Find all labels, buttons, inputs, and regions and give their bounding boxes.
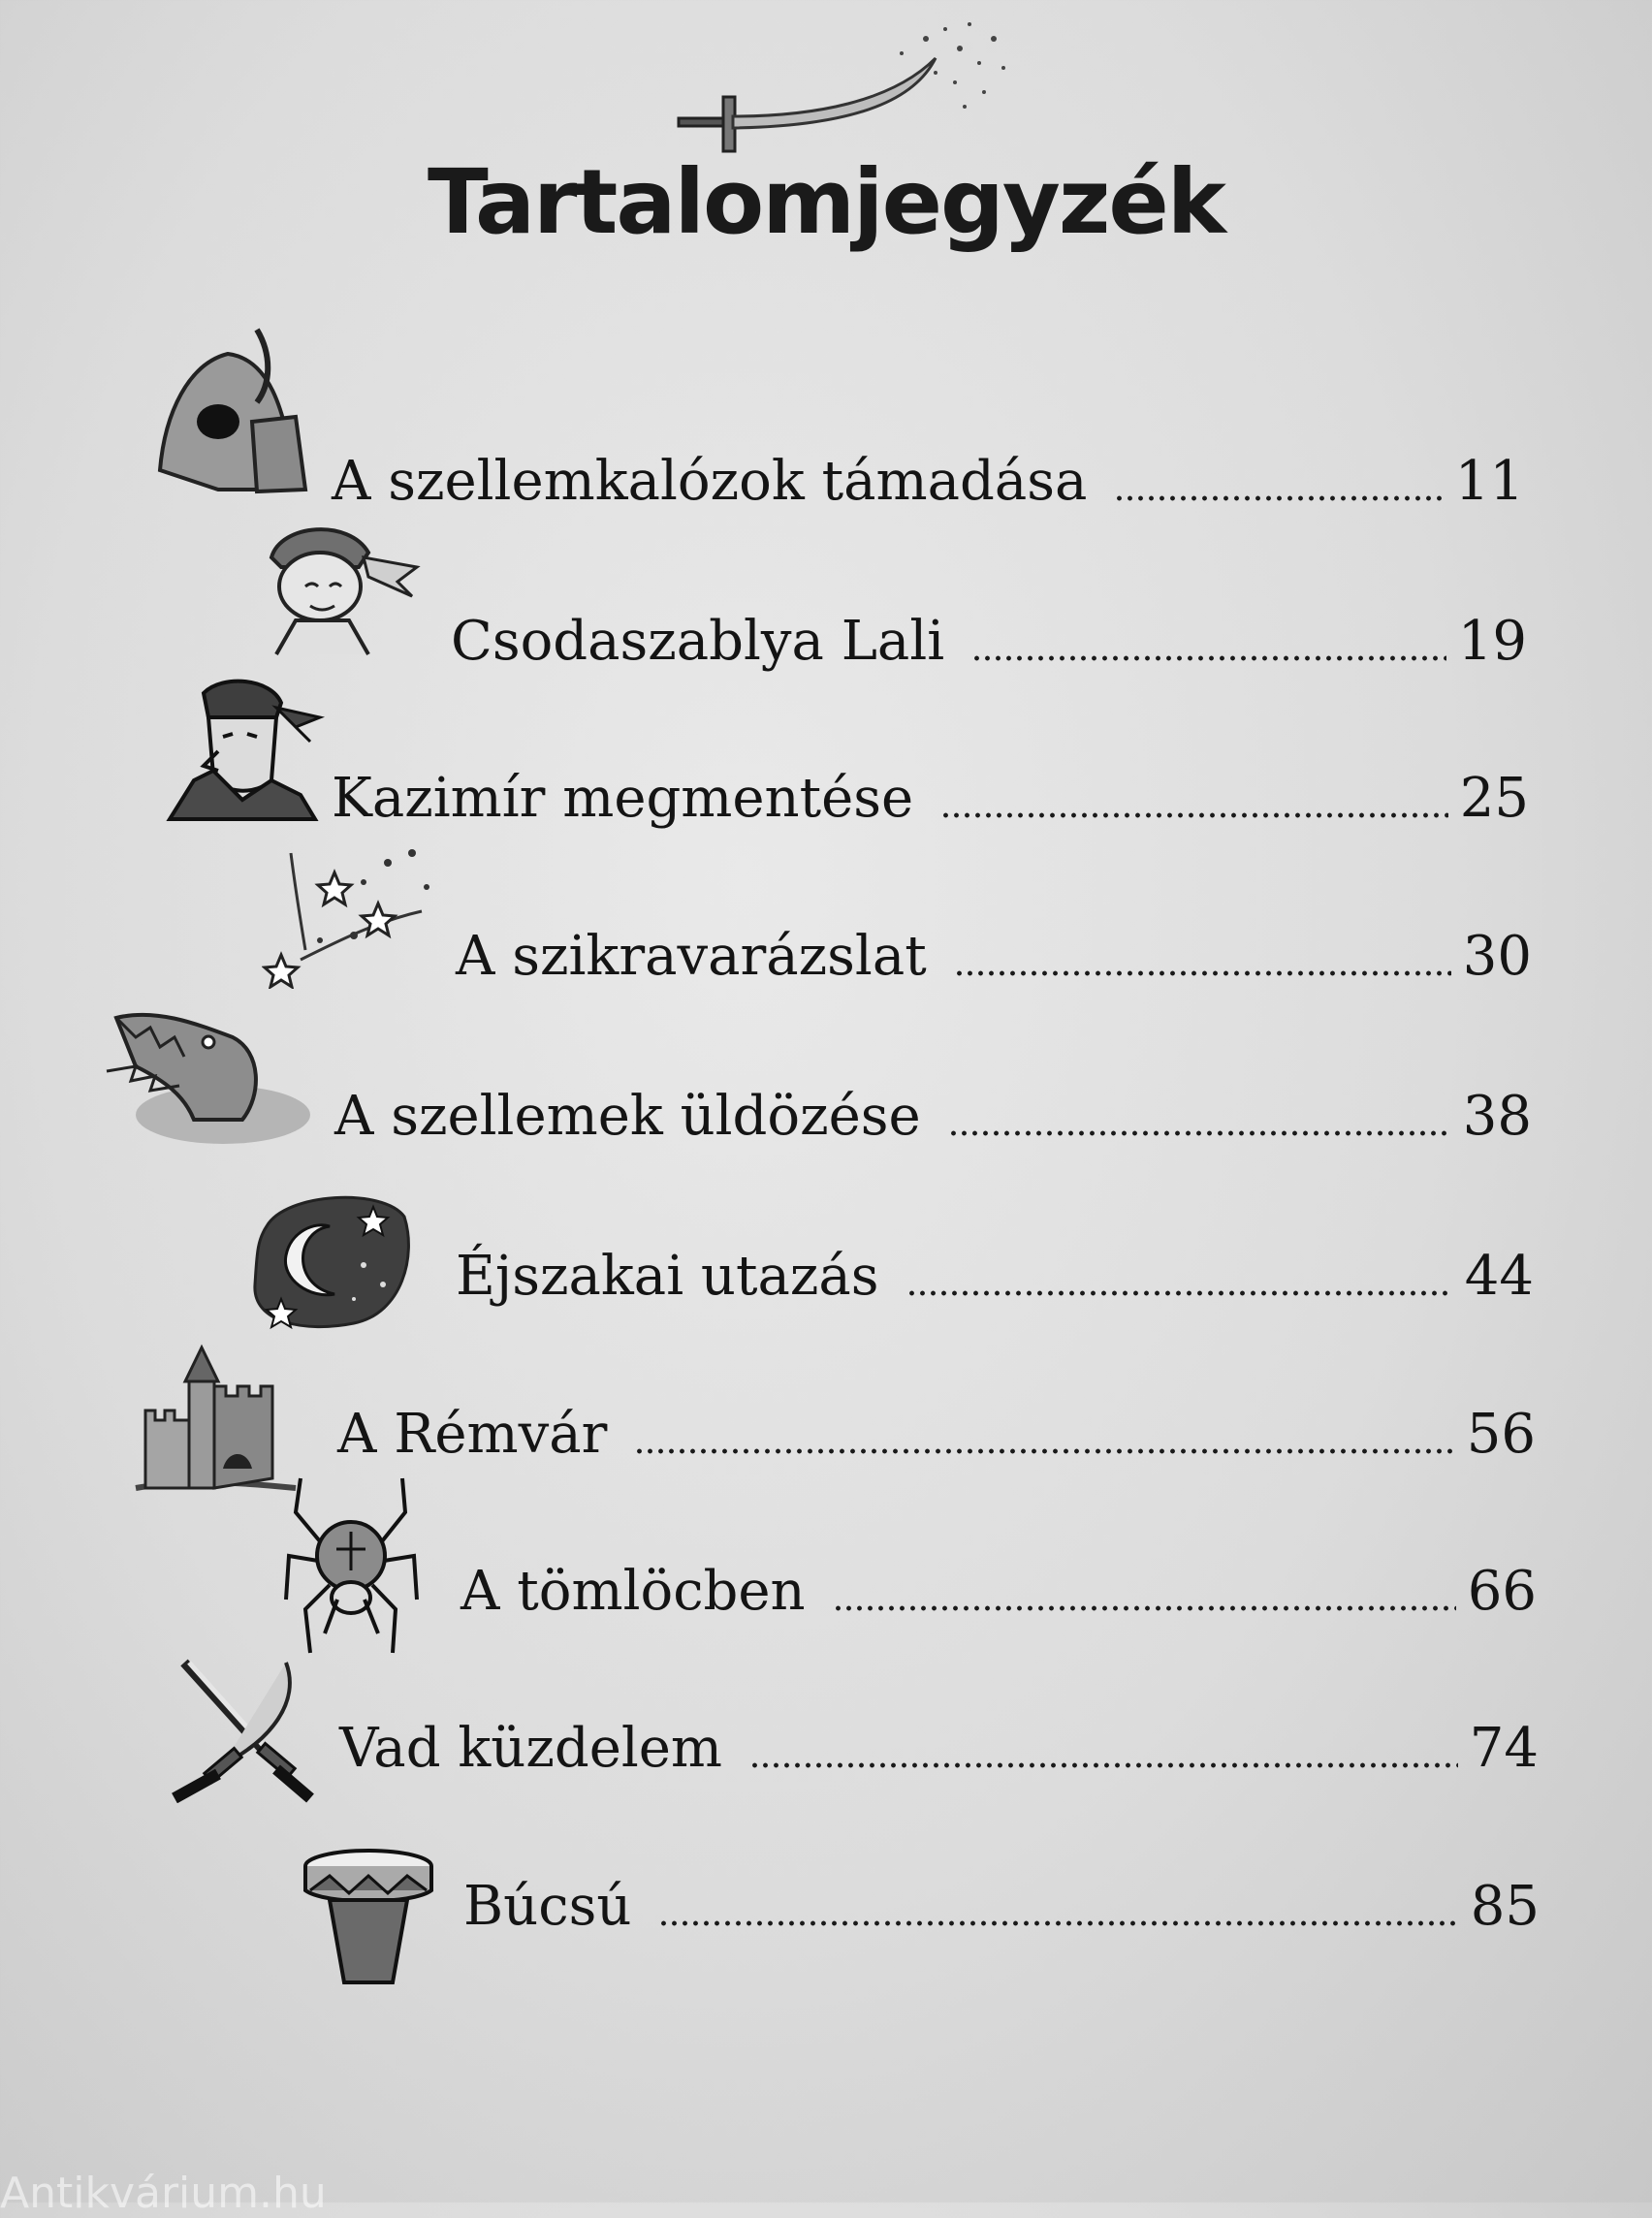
toc-entry xyxy=(456,1226,1534,1308)
toc-entry-page: 30 xyxy=(1462,925,1532,988)
dot-leader xyxy=(658,1920,1458,1926)
toc-entry-title: Kazimír megmentése xyxy=(332,767,914,830)
moon-night-icon xyxy=(247,1188,412,1333)
toc-entry-title: Búcsú xyxy=(463,1875,632,1938)
toc-entry-title: A tömlöcben xyxy=(461,1560,806,1623)
toc-entry-page: 85 xyxy=(1470,1875,1540,1938)
dot-leader xyxy=(634,1448,1454,1454)
drum-icon xyxy=(296,1847,441,1987)
toc-entry xyxy=(334,1066,1532,1148)
toc-entry-title: A szellemkalózok támadása xyxy=(332,450,1088,513)
castle-icon xyxy=(131,1343,301,1498)
sabre-icon xyxy=(669,10,1018,155)
ghost-pirate-icon xyxy=(150,325,315,494)
dot-leader xyxy=(906,1290,1453,1296)
toc-entry xyxy=(339,1698,1539,1780)
toc-entry-page: 19 xyxy=(1457,610,1527,673)
dot-leader xyxy=(833,1605,1456,1611)
toc-entry-page: 44 xyxy=(1464,1245,1534,1308)
spider-icon xyxy=(281,1473,422,1658)
toc-entry-title: Éjszakai utazás xyxy=(456,1245,879,1308)
crossed-swords-icon xyxy=(165,1653,325,1803)
toc-entry-title: Vad küzdelem xyxy=(339,1717,722,1780)
toc-entry-title: A szikravarázslat xyxy=(456,925,927,988)
toc-entry xyxy=(337,1384,1536,1466)
toc-entry-page: 74 xyxy=(1469,1717,1539,1780)
dot-leader xyxy=(971,655,1446,661)
toc-entry xyxy=(451,591,1527,673)
dot-leader xyxy=(954,970,1451,976)
page-title: Tartalomjegyzék xyxy=(428,150,1224,254)
sparkle-stars-icon xyxy=(262,843,436,989)
dot-leader xyxy=(1114,495,1443,501)
pirate-man-icon xyxy=(165,674,325,824)
toc-entry xyxy=(456,906,1532,988)
toc-entry-title: A Rémvár xyxy=(337,1403,608,1466)
toc-entry xyxy=(332,748,1529,830)
toc-entry xyxy=(332,431,1524,513)
sea-monster-icon xyxy=(97,998,310,1149)
toc-entry-page: 56 xyxy=(1466,1403,1536,1466)
toc-entry-page: 25 xyxy=(1459,767,1529,830)
toc-entry-title: A szellemek üldözése xyxy=(334,1085,921,1148)
dot-leader xyxy=(948,1130,1451,1136)
toc-entry xyxy=(461,1541,1537,1623)
toc-entry-page: 38 xyxy=(1462,1085,1532,1148)
watermark: Antikvárium.hu xyxy=(0,2169,327,2218)
toc-entry-page: 11 xyxy=(1454,450,1524,513)
pirate-boy-icon xyxy=(262,509,427,659)
toc-entry-page: 66 xyxy=(1467,1560,1537,1623)
toc-entry xyxy=(463,1856,1540,1938)
dot-leader xyxy=(940,812,1448,818)
dot-leader xyxy=(749,1762,1458,1768)
toc-entry-title: Csodaszablya Lali xyxy=(451,610,945,673)
